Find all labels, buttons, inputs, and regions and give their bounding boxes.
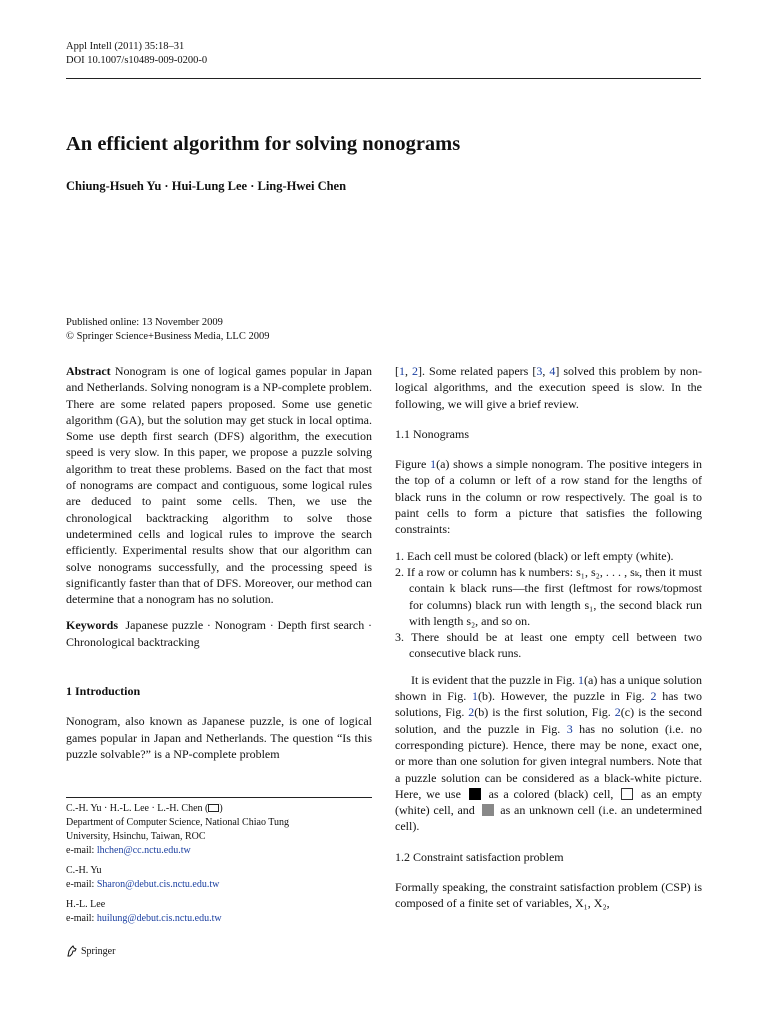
constraint-item-1: 1. Each cell must be colored (black) or left empty (white). (395, 548, 674, 563)
springer-horse-icon (66, 945, 78, 957)
fig-link-2[interactable]: 2 (650, 689, 657, 704)
black-cell-icon (469, 788, 481, 800)
abstract (66, 363, 372, 607)
fig-link-2b[interactable]: 2 (468, 705, 475, 720)
springer-logo (66, 945, 115, 957)
email-link-chen[interactable]: lhchen@cc.nctu.edu.tw (96, 845, 191, 856)
published-date: Published online: 13 November 2009 (66, 317, 223, 328)
journal-citation: Appl Intell (2011) 35:18–31 (66, 41, 185, 52)
unknown-cell-icon (482, 804, 494, 816)
footnote-rule (66, 797, 372, 798)
ref-link-2[interactable]: 2 (412, 364, 419, 378)
keywords (66, 617, 372, 650)
fig-link-2c[interactable]: 2 (614, 705, 621, 720)
abstract-text: Nonogram is one of logical games popular in Japan and Netherlands. Solving nonogram is a NP-complete problem. There are some related papers proposed. Some use genetic algorithm (GA), but the solution may get stuck in local optima. Some use depth first search (DFS) algorithm, the execution speed is very slow. In this paper, we propose a puzzle solving algorithm to treat these problems. Based on the fact that most of nonograms are compact and contiguous, some logical rules are deduced to paint some cells. Then, we use the chronological backtracking algorithm to solve those undetermined cells and logical rules to improve the search efficiently. Experimental results show that our algorithm can solve nonograms successfully, and the processing speed is significantly faster than that of DFS. Moreover, our method can determine that a nonogram has no solution. (66, 364, 372, 607)
csp-paragraph: Formally speaking, the constraint satisfaction problem (CSP) is composed of a finite set of variables, X₁, X₂, (395, 880, 702, 911)
nonogram-paragraph: Figure 1(a) shows a simple nonogram. The positive integers in the top of a column or left of a row stand for the lengths of black runs in the column or row respectively. The goal is to paint cells to form a picture that satisfies the following constraints: (395, 457, 703, 537)
left-column (66, 363, 372, 762)
author-list: Chiung-Hsueh Yu · Hui-Lung Lee · Ling-Hwei Chen (66, 179, 347, 193)
section-heading-introduction: 1 Introduction (66, 684, 141, 699)
constraint-item-2: 2. If a row or column has k numbers: s₁, s₂, . . . , sₖ, then it must contain k black runs—the first (leftmost for rows/topmost for columns) black run with length s₁, the second black run with length s₂, and so on. (395, 564, 702, 628)
right-column (395, 363, 702, 912)
fig-link-3[interactable]: 3 (566, 721, 573, 736)
right-paragraph-refs: [1, 2]. Some related papers [3, 4] solved this problem by non-logical algorithms, and the execution speed is slow. In the following, we will give a brief review. (395, 364, 703, 411)
ref-link-3[interactable]: 3 (536, 364, 543, 378)
keywords-text: Japanese puzzle · Nonogram · Depth first search · Chronological backtracking (66, 618, 372, 649)
footnote-lee: H.-L. Lee e-mail: huilung@debut.cis.nctu.edu.tw (66, 899, 222, 924)
envelope-icon (208, 804, 219, 812)
header-rule (66, 78, 701, 79)
footnote-chen: C.-H. Yu · H.-L. Lee · L.-H. Chen ( ) Department of Computer Science, National Chiao Tung University, Hsinchu, Taiwan, ROC e-mail: lhchen@cc.nctu.edu.tw (66, 803, 290, 856)
intro-paragraph: Nonogram, also known as Japanese puzzle, is one of logical games popular in Japan and Netherlands. The question “Is this puzzle solvable?” is a NP-complete problem (66, 714, 372, 761)
white-cell-icon (621, 788, 633, 800)
author-footnotes (66, 802, 372, 932)
footnote-yu: C.-H. Yu e-mail: Sharon@debut.cis.nctu.edu.tw (66, 865, 220, 890)
fig-link-1b[interactable]: 1 (472, 689, 478, 704)
email-link-lee[interactable]: huilung@debut.cis.nctu.edu.tw (96, 913, 222, 924)
abstract-label: Abstract (66, 364, 111, 378)
copyright: © Springer Science+Business Media, LLC 2009 (66, 331, 270, 342)
fig-link-1a[interactable]: 1 (578, 672, 584, 687)
ref-link-1[interactable]: 1 (399, 364, 405, 378)
section-heading-csp: 1.2 Constraint satisfaction problem (395, 849, 564, 864)
paper-title: An efficient algorithm for solving nonograms (66, 133, 461, 155)
springer-label: Springer (81, 945, 116, 957)
keywords-label: Keywords (66, 618, 118, 633)
fig-link-1[interactable]: 1 (430, 457, 437, 472)
publication-info (66, 316, 269, 344)
ref-link-4[interactable]: 4 (549, 364, 556, 378)
constraint-item-3: 3. There should be at least one empty cell between two consecutive black runs. (395, 630, 702, 661)
doi: DOI 10.1007/s10489-009-0200-0 (66, 55, 208, 66)
solution-paragraph: It is evident that the puzzle in Fig. 1(a) has a unique solution shown in Fig. 1(b). However, the puzzle in Fig. 2 has two solutions, Fig. 2(b) is the first solution, Fig. 2(c) is the second solution, and the puzzle in Fig. 3 has no solution (i.e. no corresponding picture). Hence, there may be none, exact one, or more than one solution for given integral numbers. Note that a puzzle solution can be considered as a black-white picture. Here, we use as a colored (black) cell, as an empty (white) cell, and as an unknown cell (i.e. an undetermined cell). (395, 672, 703, 834)
running-header (66, 40, 207, 68)
email-link-yu[interactable]: Sharon@debut.cis.nctu.edu.tw (96, 879, 220, 890)
section-heading-nonograms: 1.1 Nonograms (395, 426, 469, 441)
